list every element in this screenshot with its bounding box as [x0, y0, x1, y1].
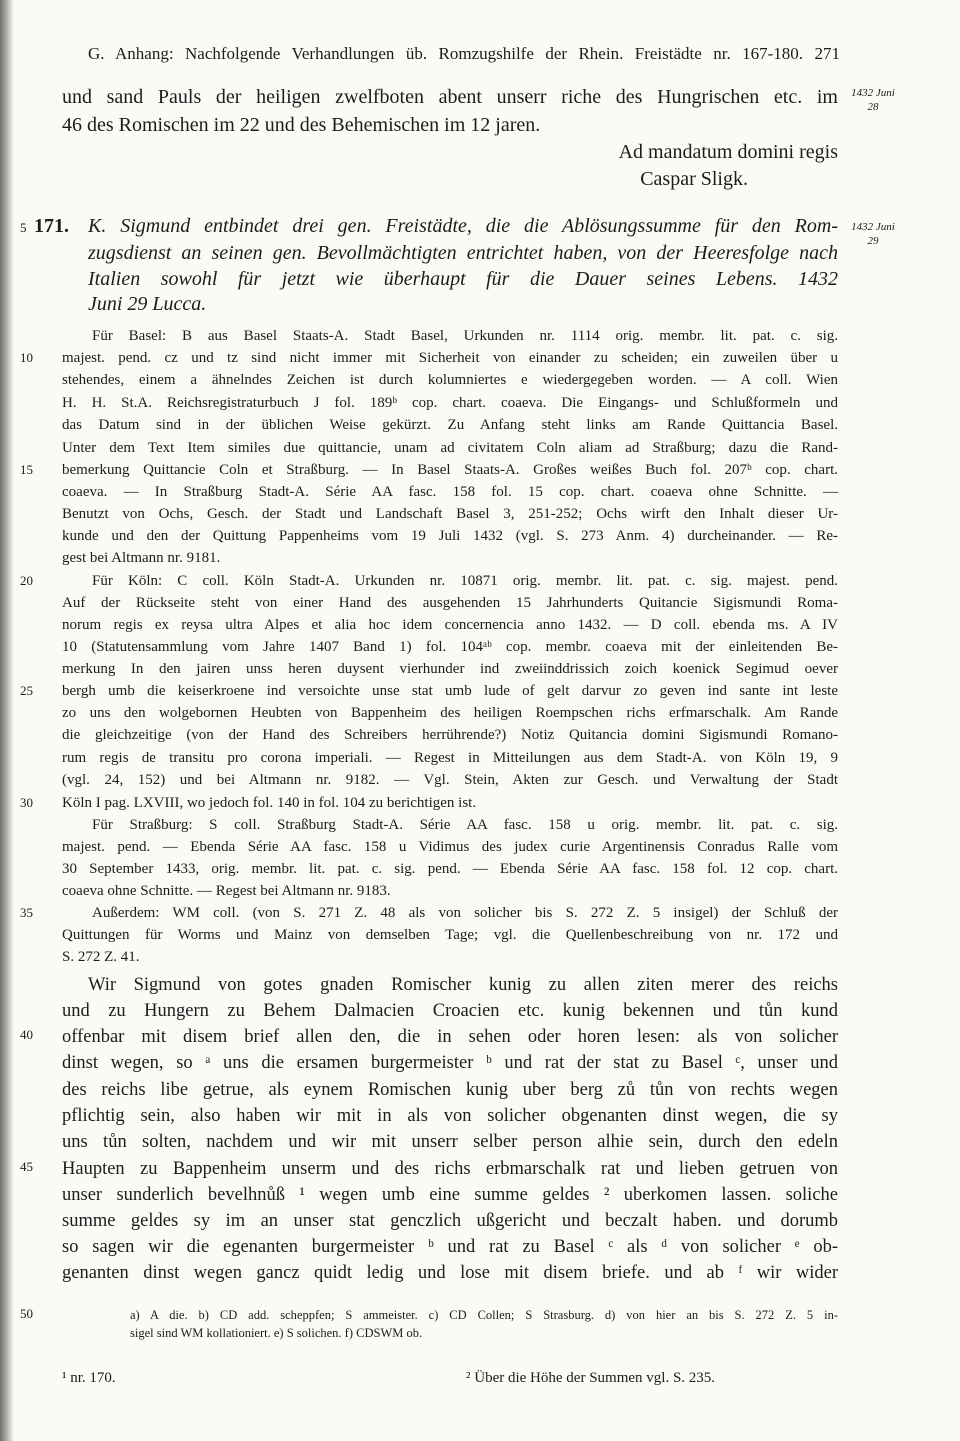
running-header: [88, 44, 840, 64]
document-number: 171.: [34, 215, 69, 237]
signatory: Caspar Sligk.: [640, 168, 748, 190]
apparatus-line: merkung In den jairen unss heren duysent vierhunder ind zweiinddrissich zoich koenick Segimud oever: [62, 661, 838, 677]
variant-note-line: a) A die. b) CD add. scheppfen; S ammeister. c) CD Collen; S Strasburg. d) von hier an bis S. 272 Z. 5 in-: [130, 1308, 838, 1322]
document-text-line: summe geldes sy im an unser stat genczlich ußgericht und beczalt haben. und dorumb: [62, 1211, 838, 1231]
document-text-line: offenbar mit disem brief allen den, die in sehen oder horen lesen: als von solicher: [62, 1027, 838, 1047]
apparatus-line: bergh umb die keiserkroene ind versoichte unse stat umb lude of gelt darvur zo geven ind sante int leste: [62, 683, 838, 699]
footnote: ² Über die Höhe der Summen vgl. S. 235.: [466, 1370, 716, 1386]
document-title-line: zugsdienst an seinen gen. Bevollmächtigten entrichtet haben, von der Heeresfolge nach: [88, 242, 838, 264]
document-text-line: des reichs libe getrue, als eynem Romischen kunig uber berg zů tůn von rechts wegen: [62, 1080, 838, 1100]
footnote: ¹ nr. 170.: [62, 1370, 116, 1386]
apparatus-line: H. H. St.A. Reichsregistraturbuch J fol. 189ᵇ cop. chart. coaeva. Die Eingangs- und Schlußformeln und: [62, 395, 838, 411]
line-number: 30: [20, 795, 33, 810]
apparatus-line: gest bei Altmann nr. 9181.: [62, 550, 221, 566]
book-spine-shadow: [0, 0, 14, 1441]
apparatus-line: coaeva. — In Straßburg Stadt-A. Série AA fasc. 158 fol. 15 cop. chart. coaeva ohne Schnitte. —: [62, 484, 838, 500]
line-number: 15: [20, 462, 33, 477]
line-number: 5: [20, 220, 27, 235]
running-header-text: G. Anhang: Nachfolgende Verhandlungen üb. Romzugshilfe der Rhein. Freistädte nr. 167-180.: [88, 44, 804, 63]
line-number: 50: [20, 1306, 33, 1321]
apparatus-line: majest. pend. cz und tz sind nicht immer mit Sicherheit von einander zu scheiden; ein zuweilen über u: [62, 350, 838, 366]
apparatus-line: 30 September 1433, orig. membr. lit. pat. c. sig. pend. — Ebenda Série AA fasc. 158 fol. 12 cop. chart.: [62, 861, 838, 877]
document-text-line: und zu Hungern zu Behem Dalmacien Croacien etc. kunig bekennen und tůn kund: [62, 1001, 838, 1021]
mandate-line: Ad mandatum domini regis: [618, 141, 838, 163]
apparatus-line: coaeva ohne Schnitte. — Regest bei Altmann nr. 9183.: [62, 883, 391, 899]
margin-date-note: 1432 Juni 29: [851, 221, 895, 247]
apparatus-line: Quittungen für Worms und Mainz von demselben Tage; vgl. die Quellenbeschreibung von nr. 172 und: [62, 927, 838, 943]
apparatus-line: Benutzt von Ochs, Gesch. der Stadt und Landschaft Basel 3, 251-252; Ochs wirft den Inhalt dieser Ur-: [62, 506, 838, 522]
document-text-line: pflichtig sein, also haben wir mit in als von solicher obgenanten dinst wegen, die sy: [62, 1106, 838, 1126]
line-number: 45: [20, 1159, 33, 1174]
apparatus-line: norum regis ex reysa ultra Alpes et alia hoc idem concernencia anno 1432. — D coll. ebenda ms. A IV: [62, 617, 838, 633]
apparatus-line: Unter dem Text Item similes due quittancie, unam ad civitatem Coln aliam ad Straßburg; dazu die Rand-: [62, 440, 838, 456]
line-number: 40: [20, 1027, 33, 1042]
document-text-line: so sagen wir die egenanten burgermeister ᵇ und rat zu Basel ᶜ als ᵈ von solicher ᵉ ob-: [62, 1237, 838, 1257]
apparatus-line: stehendes, einem a ähnelndes Zeichen ist durch kolumniertes e wiedergegeben worden. — A coll. Wien: [62, 372, 838, 388]
apparatus-line: kunde und den der Quittung Pappenheims vom 19 Juli 1432 (vgl. S. 273 Anm. 4) durcheinander. — Re-: [62, 528, 838, 544]
apparatus-line: Köln I pag. LXVIII, wo jedoch fol. 140 in fol. 104 zu berichtigen ist.: [62, 795, 477, 811]
text-line: und sand Pauls der heiligen zwelfboten abent unserr riche des Hungrischen etc. im: [62, 86, 838, 108]
apparatus-line: das Datum sind in der üblichen Weise gekürzt. Zu Anfang steht links am Rande Quittancia Basel.: [62, 417, 838, 433]
document-title-line: K. Sigmund entbindet drei gen. Freistädte, die die Ablösungssumme für den Rom-: [88, 215, 838, 237]
text-line: 46 des Romischen im 22 und des Behemischen im 12 jaren.: [62, 114, 541, 136]
apparatus-line: (vgl. 24, 152) und bei Altmann nr. 9182. — Vgl. Stein, Akten zur Gesch. und Verwaltung der Stadt: [62, 772, 838, 788]
line-number: 35: [20, 905, 33, 920]
apparatus-line: rum regis de transitu pro corona imperiali. — Regest in Mitteilungen aus dem Stadt-A. von Köln 19, 9: [62, 750, 838, 766]
apparatus-line: Auf der Rückseite steht von einer Hand des ausgehenden 15 Jahrhunderts Quitancie Sigismundi Roma-: [62, 595, 838, 611]
apparatus-line: die gleichzeitige (von der Hand des Schreibers herrührende?) Notiz Quitancia domini Sigismundi Romano-: [62, 727, 838, 743]
document-text-line: dinst wegen, so ᵃ uns die ersamen burgermeister ᵇ und rat der stat zu Basel ᶜ, unser und: [62, 1053, 838, 1073]
line-number: 10: [20, 350, 33, 365]
document-text-line: Haupten zu Bappenheim unserm und des richs erbmarschalk rat und lieben getruen von: [62, 1159, 838, 1179]
apparatus-line: zo uns den wolgebornen Heubten von Bappenheim des heiligen Roempschen richs erfmarschalk. Am Rande: [62, 705, 838, 721]
apparatus-line: majest. pend. — Ebenda Série AA fasc. 158 u Vidimus des judex curie Argentinensis Conradus Ralle vom: [62, 839, 838, 855]
page-number: 271: [814, 44, 840, 63]
apparatus-line: Für Basel: B aus Basel Staats-A. Stadt Basel, Urkunden nr. 1114 orig. membr. lit. pat. c. sig.: [92, 328, 838, 344]
variant-note-line: sigel sind WM kollationiert. e) S solichen. f) CDSWM ob.: [130, 1326, 423, 1340]
apparatus-line: Für Köln: C coll. Köln Stadt-A. Urkunden nr. 10871 orig. membr. lit. pat. c. sig. majest. pend.: [92, 573, 838, 589]
apparatus-line: S. 272 Z. 41.: [62, 949, 140, 965]
document-text-line: genanten dinst wegen gancz quidt ledig und lose mit disem briefe. und ab ᶠ wir wider: [62, 1263, 838, 1283]
document-text-line: Wir Sigmund von gotes gnaden Romischer kunig zu allen ziten merer des reichs: [88, 975, 838, 995]
margin-date-note: 1432 Juni 28: [851, 87, 895, 113]
document-text-line: unser sunderlich bevelhnůß ¹ wegen umb eine summe geldes ² uberkomen lassen. soliche: [62, 1185, 838, 1205]
apparatus-line: Außerdem: WM coll. (von S. 271 Z. 48 als von solicher bis S. 272 Z. 5 insigel) der Schluß der: [92, 905, 838, 921]
apparatus-line: bemerkung Quittancie Coln et Straßburg. — In Basel Staats-A. Großes weißes Buch fol. 207ᵇ cop. chart.: [62, 462, 838, 478]
apparatus-line: Für Straßburg: S coll. Straßburg Stadt-A. Série AA fasc. 158 u orig. membr. lit. pat. c. sig.: [92, 817, 838, 833]
line-number: 20: [20, 573, 33, 588]
apparatus-line: 10 (Statutensammlung vom Jahre 1407 Band 1) fol. 104ᵃᵇ cop. membr. coaeva mit der einleitenden Be-: [62, 639, 838, 655]
line-number: 25: [20, 683, 33, 698]
document-title-line: Italien sowohl für jetzt wie überhaupt für die Dauer seines Lebens. 1432: [88, 268, 838, 290]
document-title-line: Juni 29 Lucca.: [88, 293, 207, 315]
document-text-line: uns tůn solten, nachdem und wir mit unserr selber person alhie sein, durch den edeln: [62, 1132, 838, 1152]
